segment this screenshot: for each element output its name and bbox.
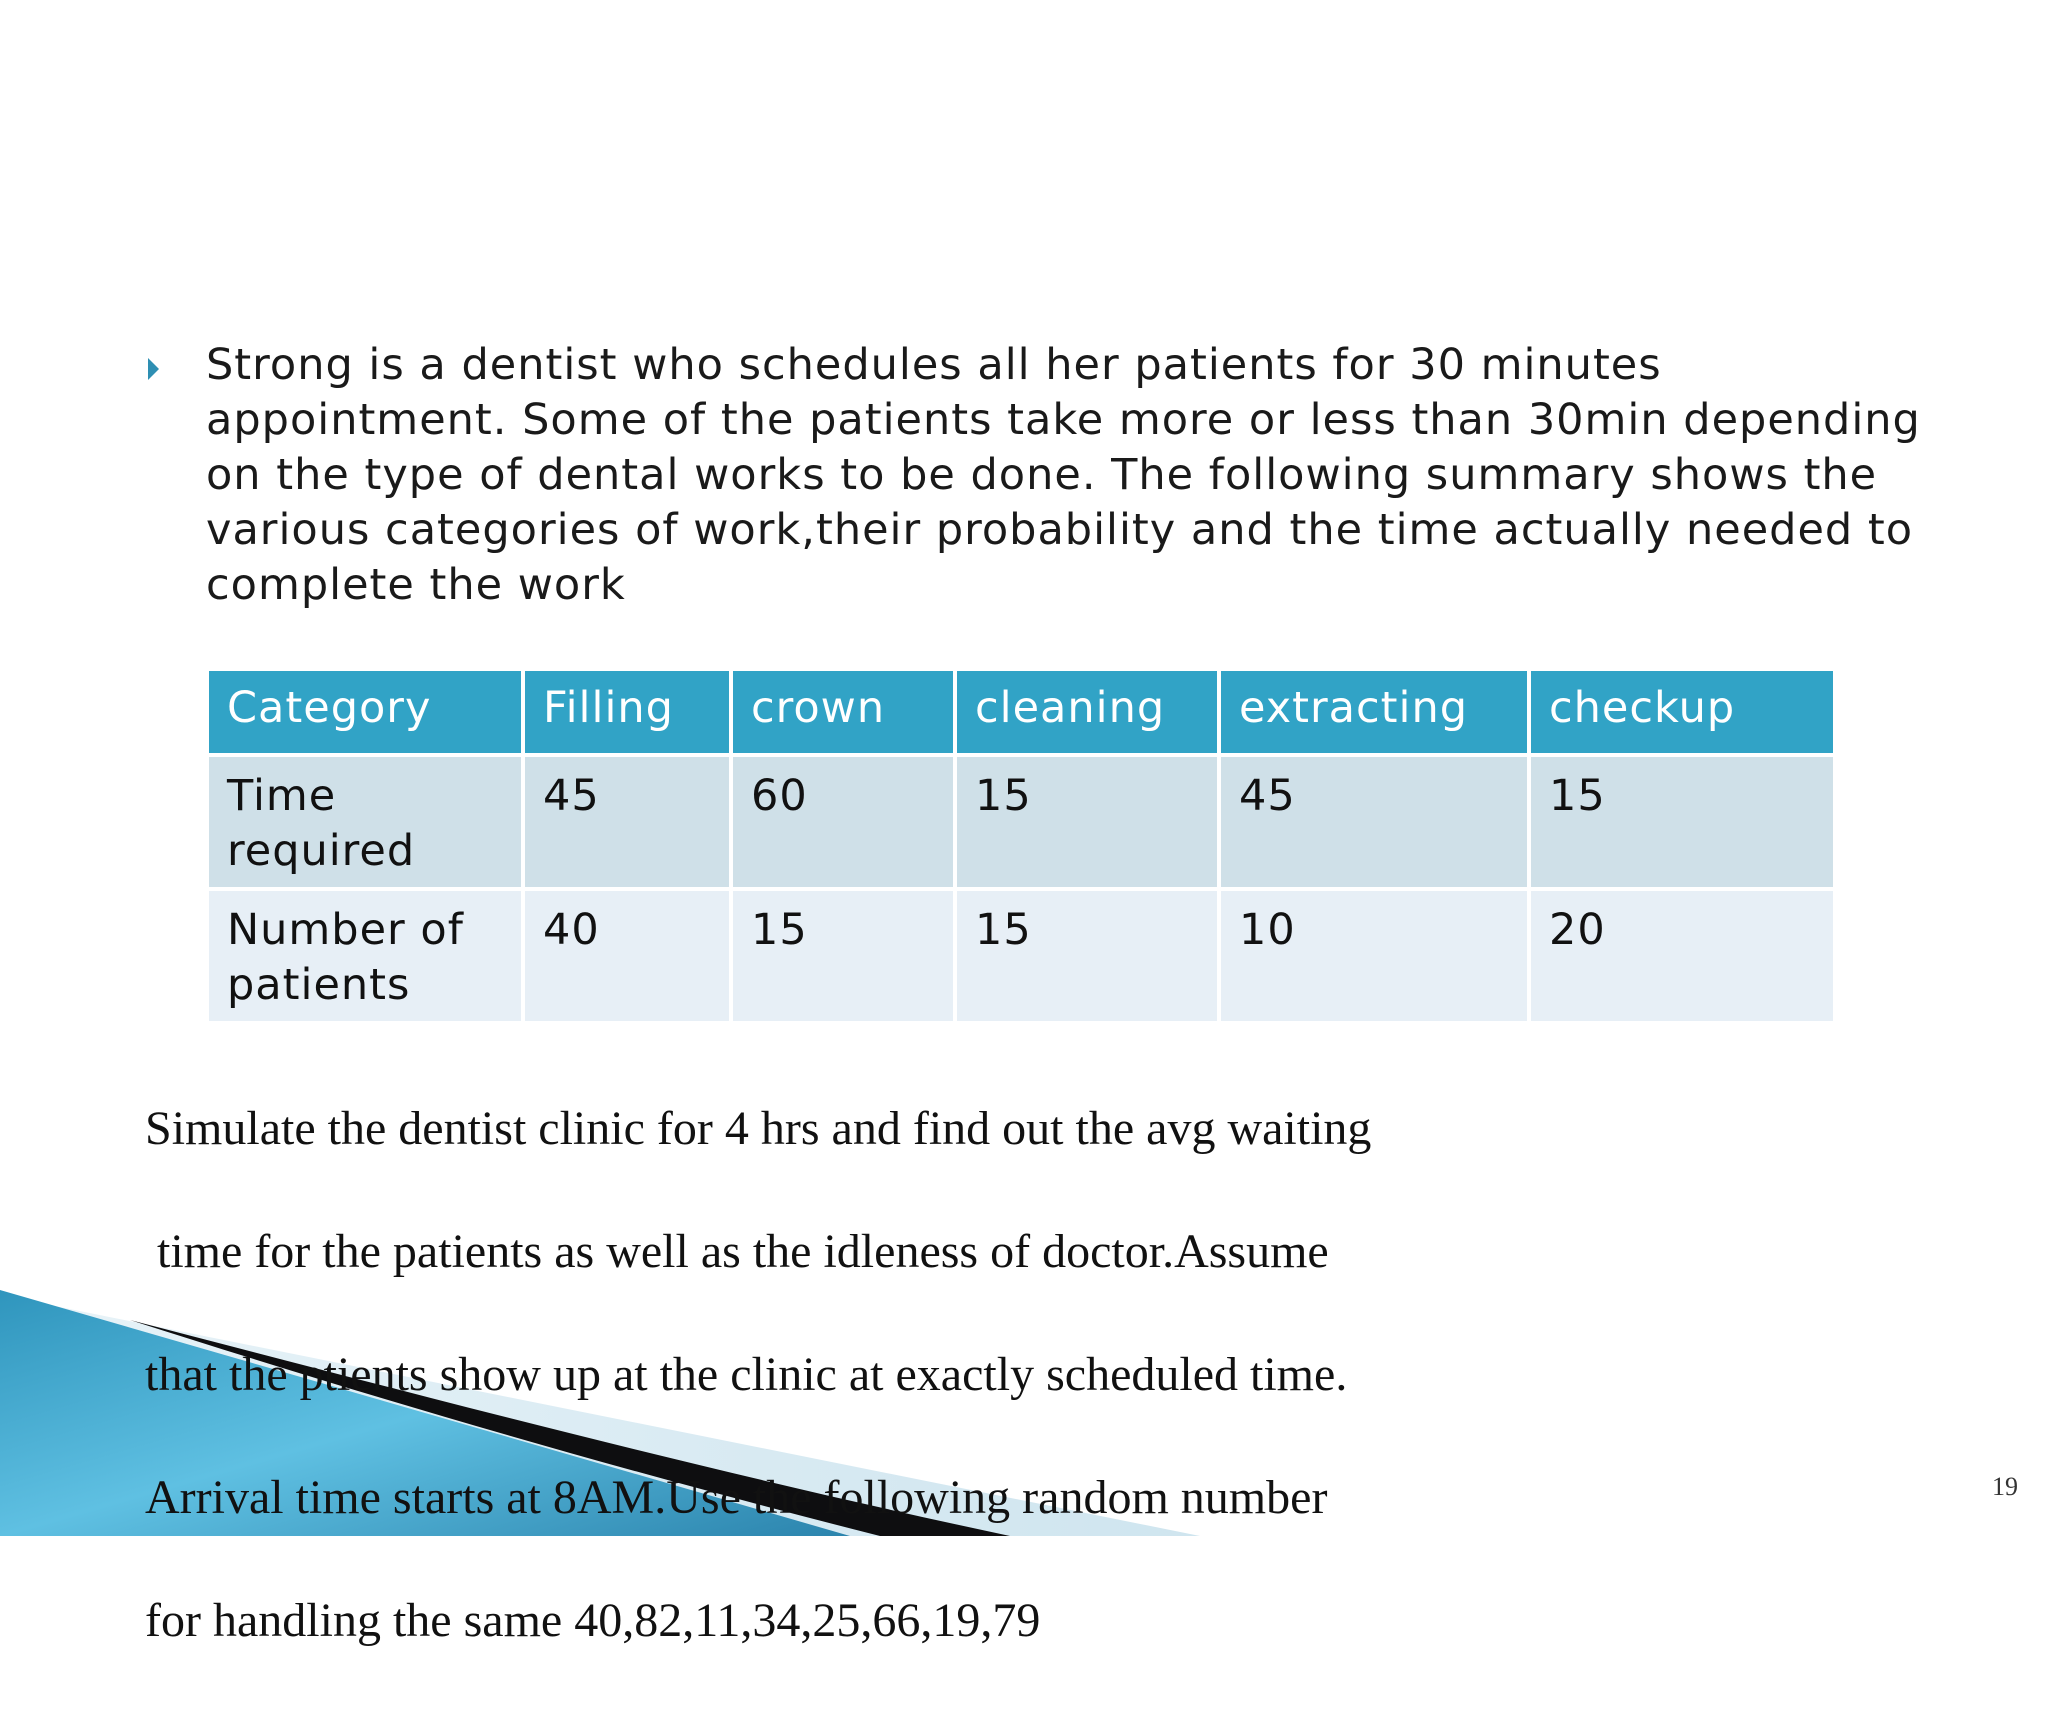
problem-line: for handling the same 40,82,11,34,25,66,19,79 bbox=[145, 1593, 1041, 1647]
problem-line: that the ptients show up at the clinic at exactly scheduled time. bbox=[145, 1347, 1348, 1401]
table-cell: 40 bbox=[523, 889, 731, 1023]
table-cell: 45 bbox=[523, 755, 731, 889]
table-cell: 15 bbox=[955, 889, 1219, 1023]
bullet-text: Strong is a dentist who schedules all her patients for 30 minutes appointment. Some of the patients take more or less than 30min depending on the type of dental works to be done. The following summary shows the various categories of work,their probability and the time actually needed to complete the work bbox=[206, 340, 1921, 610]
table-cell: 20 bbox=[1529, 889, 1835, 1023]
table-cell: 60 bbox=[731, 755, 955, 889]
header-checkup: checkup bbox=[1529, 669, 1835, 755]
table-header-row bbox=[207, 669, 1835, 755]
row-label-time-required: Time required bbox=[207, 755, 523, 889]
problem-statement bbox=[145, 1036, 1545, 1713]
table-row bbox=[207, 755, 1835, 889]
bullet-arrow-icon bbox=[148, 358, 159, 380]
problem-line: Arrival time starts at 8AM.Use the following random number bbox=[145, 1470, 1328, 1524]
bullet-paragraph bbox=[148, 338, 1928, 613]
table-row bbox=[207, 889, 1835, 1023]
header-crown: crown bbox=[731, 669, 955, 755]
table-cell: 15 bbox=[955, 755, 1219, 889]
header-extracting: extracting bbox=[1219, 669, 1529, 755]
problem-line: Simulate the dentist clinic for 4 hrs and find out the avg waiting bbox=[145, 1101, 1372, 1155]
header-category: Category bbox=[207, 669, 523, 755]
header-filling: Filling bbox=[523, 669, 731, 755]
problem-line: time for the patients as well as the idleness of doctor.Assume bbox=[145, 1224, 1329, 1278]
table-cell: 15 bbox=[1529, 755, 1835, 889]
header-cleaning: cleaning bbox=[955, 669, 1219, 755]
slide-number: 19 bbox=[1992, 1472, 2018, 1501]
table-cell: 15 bbox=[731, 889, 955, 1023]
table-cell: 10 bbox=[1219, 889, 1529, 1023]
work-category-table bbox=[205, 667, 1837, 1025]
row-label-number-of-patients: Number of patients bbox=[207, 889, 523, 1023]
table-cell: 45 bbox=[1219, 755, 1529, 889]
